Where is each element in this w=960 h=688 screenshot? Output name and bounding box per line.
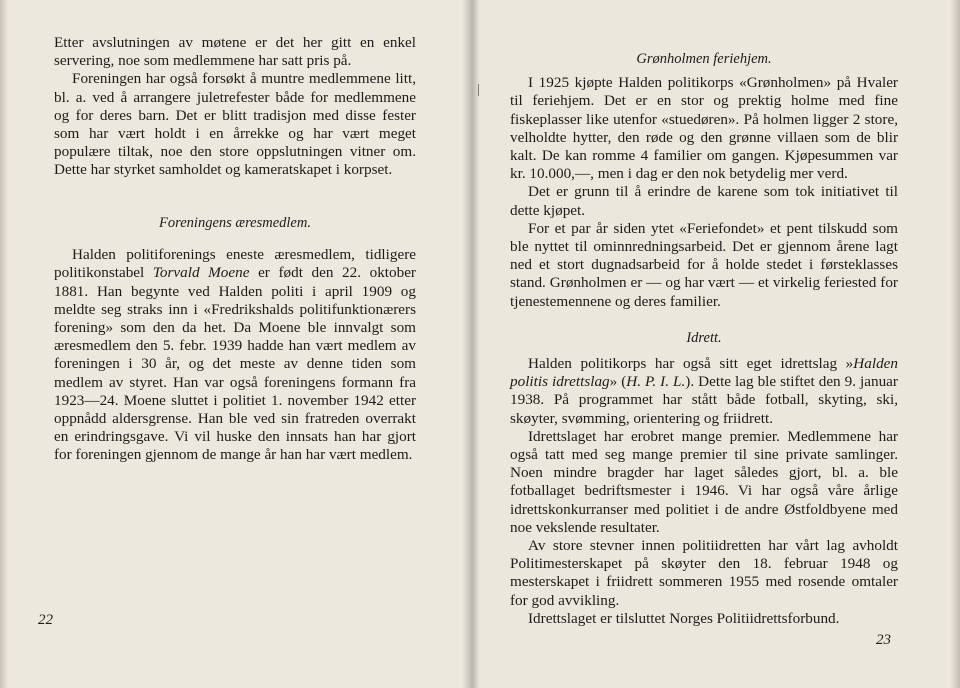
page-edge-shadow-right [950,0,960,688]
left-text-block [54,34,416,180]
page-number-left: 22 [38,612,53,628]
paragraph-gronholmen-1: I 1925 kjøpte Halden politikorps «Grønholmen» på Hvaler til feriehjem. Det er en stor og prektig holme med fine fiskeplasser like utenfor «stuedøren». På holmen ligger 2 store, velholdte hytter, den røde og den grønne villaen som de blir kalt. De kan romme 4 familier om gangen. Kjøpesummen var kr. 10.000,—, men i dag er den nok betydelig mer verd. [510,74,898,183]
text-after-name: er født den 22. oktober 1881. Han begynte ved Halden politi i april 1909 og meldte seg straks inn i «Fredrikshalds politifunktionærers forening» som den da het. Da Moene ble innvalgt som æresmedlem den 5. febr. 1939 hadde han vært medlem av foreningen i 30 år, og det meste av denne tiden som medlem av styret. Han var også foreningens formann fra 1923—24. Moene sluttet i politiet 1. november 1942 etter oppnådd aldersgrense. Han ble ved sin fratreden overrakt en erindringsgave. Vi vil huske den innsats han har gjort for foreningen gjennom de mange år han har vært medlem. [54,264,416,464]
idrett-text-middle: » ( [609,373,627,391]
book-gutter-shadow [462,0,480,688]
paragraph-gronholmen-2: Det er grunn til å erindre de karene som tok initiativet til dette kjøpet. [510,183,898,219]
paragraph-servering: Etter avslutningen av møtene er det her gitt en enkel servering, noe som medlemmene har satt pris på. [54,34,416,70]
right-page [470,0,960,688]
page-edge-shadow-left [0,0,8,688]
idrett-text-after: ). Dette lag ble stiftet den 9. januar 1938. På programmet har stått både fotball, skyting, ski, skøyter, svømming, orientering og friidrett. [510,373,898,427]
heading-idrett: Idrett. [686,329,722,346]
paragraph-idrett-4: Idrettslaget er tilsluttet Norges Politiidrettsforbund. [528,609,840,627]
left-page [0,0,470,688]
club-name: Halden politis idrettslag [510,355,898,391]
club-abbreviation: H. P. I. L. [626,373,686,391]
page-number-right: 23 [876,632,891,648]
paragraph-gronholmen-3: For et par år siden ytet «Feriefondet» et pent tilskudd som ble nyttet til ominnredningsarbeid. Det er gjennom årene lagt ned et stort dugnadsarbeid for å holde stedet i førsteklasses stand. Grønholmen er — og har vært — et virkelig feriested for tjenestemennene og deres familier. [510,219,898,310]
heading-aeresmedlem: Foreningens æresmedlem. [159,215,311,231]
idrett-text-before: Halden politikorps har også sitt eget idrettslag » [528,355,854,373]
paragraph-aeresmedlem [54,246,416,464]
text-before-name: Halden politiforenings eneste æresmedlem, tidligere politikonstabel [54,246,416,282]
heading-gronholmen: Grønholmen feriehjem. [636,51,772,67]
honorary-member-name: Torvald Moene [152,264,250,282]
paragraph-juletrefester: Foreningen har også forsøkt å muntre medlemmene litt, bl. a. ved å arrangere juletrefester både for medlemmene og for deres barn. Det er blitt tradisjon med disse fester som har vært holdt i en årrekke og har vært meget populære tiltak, noe den store oppslutningen vitner om. Dette har styrket samholdet og kameratskapet i korpset. [54,70,416,179]
paragraph-idrett-3: Av store stevner innen politiidretten har vårt lag avholdt Politimesterskapet på skøyter den 18. februar 1948 og mesterskapet i friidrett sommeren 1955 med rosende omtaler for god avvikling. [510,537,898,609]
left-honorary-section [54,214,416,465]
right-text-block [510,50,898,628]
paragraph-idrett-2: Idrettslaget har erobret mange premier. Medlemmene har også tatt med seg mange premier til sine private samlinger. Noen mindre bragder har laget således gjort, bl. a. ble fotballaget bedriftsmester i 1946. Vi har også våre årlige idrettskonkurranser med politiet i de andre Østfoldbyene med noe vekslende resultater. [510,427,898,536]
paragraph-idrett-1 [510,355,898,428]
